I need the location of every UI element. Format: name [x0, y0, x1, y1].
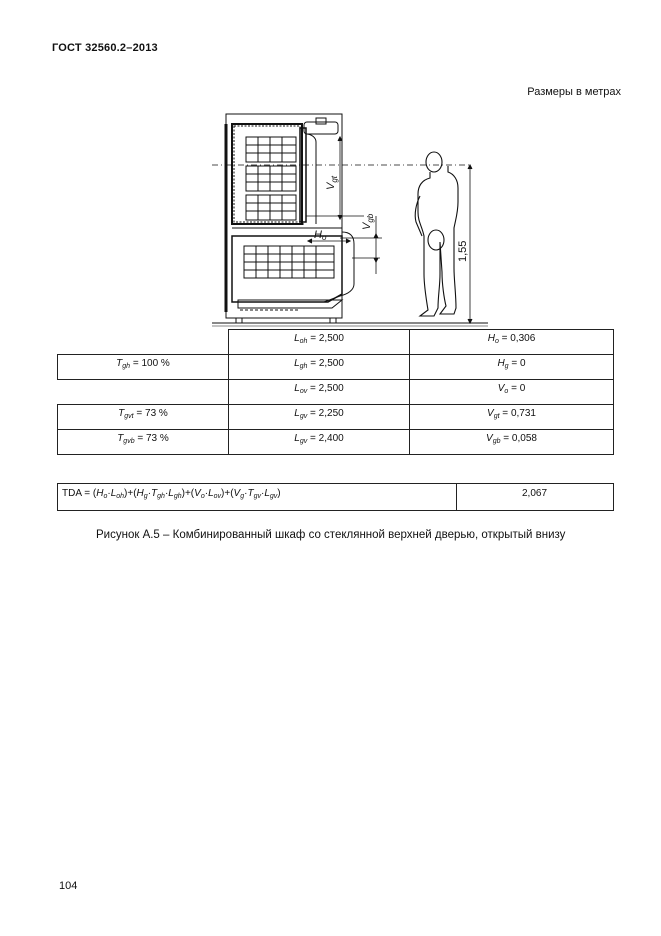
human-figure: [415, 152, 458, 316]
standard-header: ГОСТ 32560.2–2013: [52, 42, 158, 54]
tda-value: 2,067: [521, 488, 548, 499]
upper-baskets: [246, 137, 296, 220]
table-row: $T_{gh} = 100$ % $L_{gh} = 2,500$ $H_g = 0$: [58, 355, 614, 380]
page-number: 104: [59, 880, 78, 892]
ho-label: Ho: [314, 229, 327, 242]
table-row: $L_{ov} = 2,500$ $V_o = 0$: [58, 380, 614, 405]
units-note: Размеры в метрах: [527, 86, 621, 98]
table-row: $T_{gvt} = 73$ % $L_{gv} = 2,250$ $V_{gt} = 0,731$: [58, 405, 614, 430]
tda-formula: TDA = $(H_o\cdot L_{oh})+(H_g\cdot T_{gh}\cdot L_{gh})+(V_o\cdot L_{ov})+(V_g\cdot T_{gv}\cdot L_{gv})$: [62, 488, 281, 500]
vgt-label: $V_{gt}$: [325, 175, 339, 190]
height-dim-label: 1,55: [457, 240, 469, 262]
values-table: [57, 329, 614, 455]
tda-formula-box: [57, 483, 614, 511]
table-row: $L_{oh} = 2,500$ $H_o = 0,306$: [58, 330, 614, 355]
figure-caption: Рисунок А.5 – Комбинированный шкаф со стеклянной верхней дверью, открытый внизу: [96, 529, 566, 541]
vgb-label: $V_{gb}$: [361, 213, 375, 230]
cabinet-drawing: [0, 0, 661, 340]
table-row: $T_{gvb} = 73$ % $L_{gv} = 2,400$ $V_{gb} = 0,058$: [58, 430, 614, 455]
